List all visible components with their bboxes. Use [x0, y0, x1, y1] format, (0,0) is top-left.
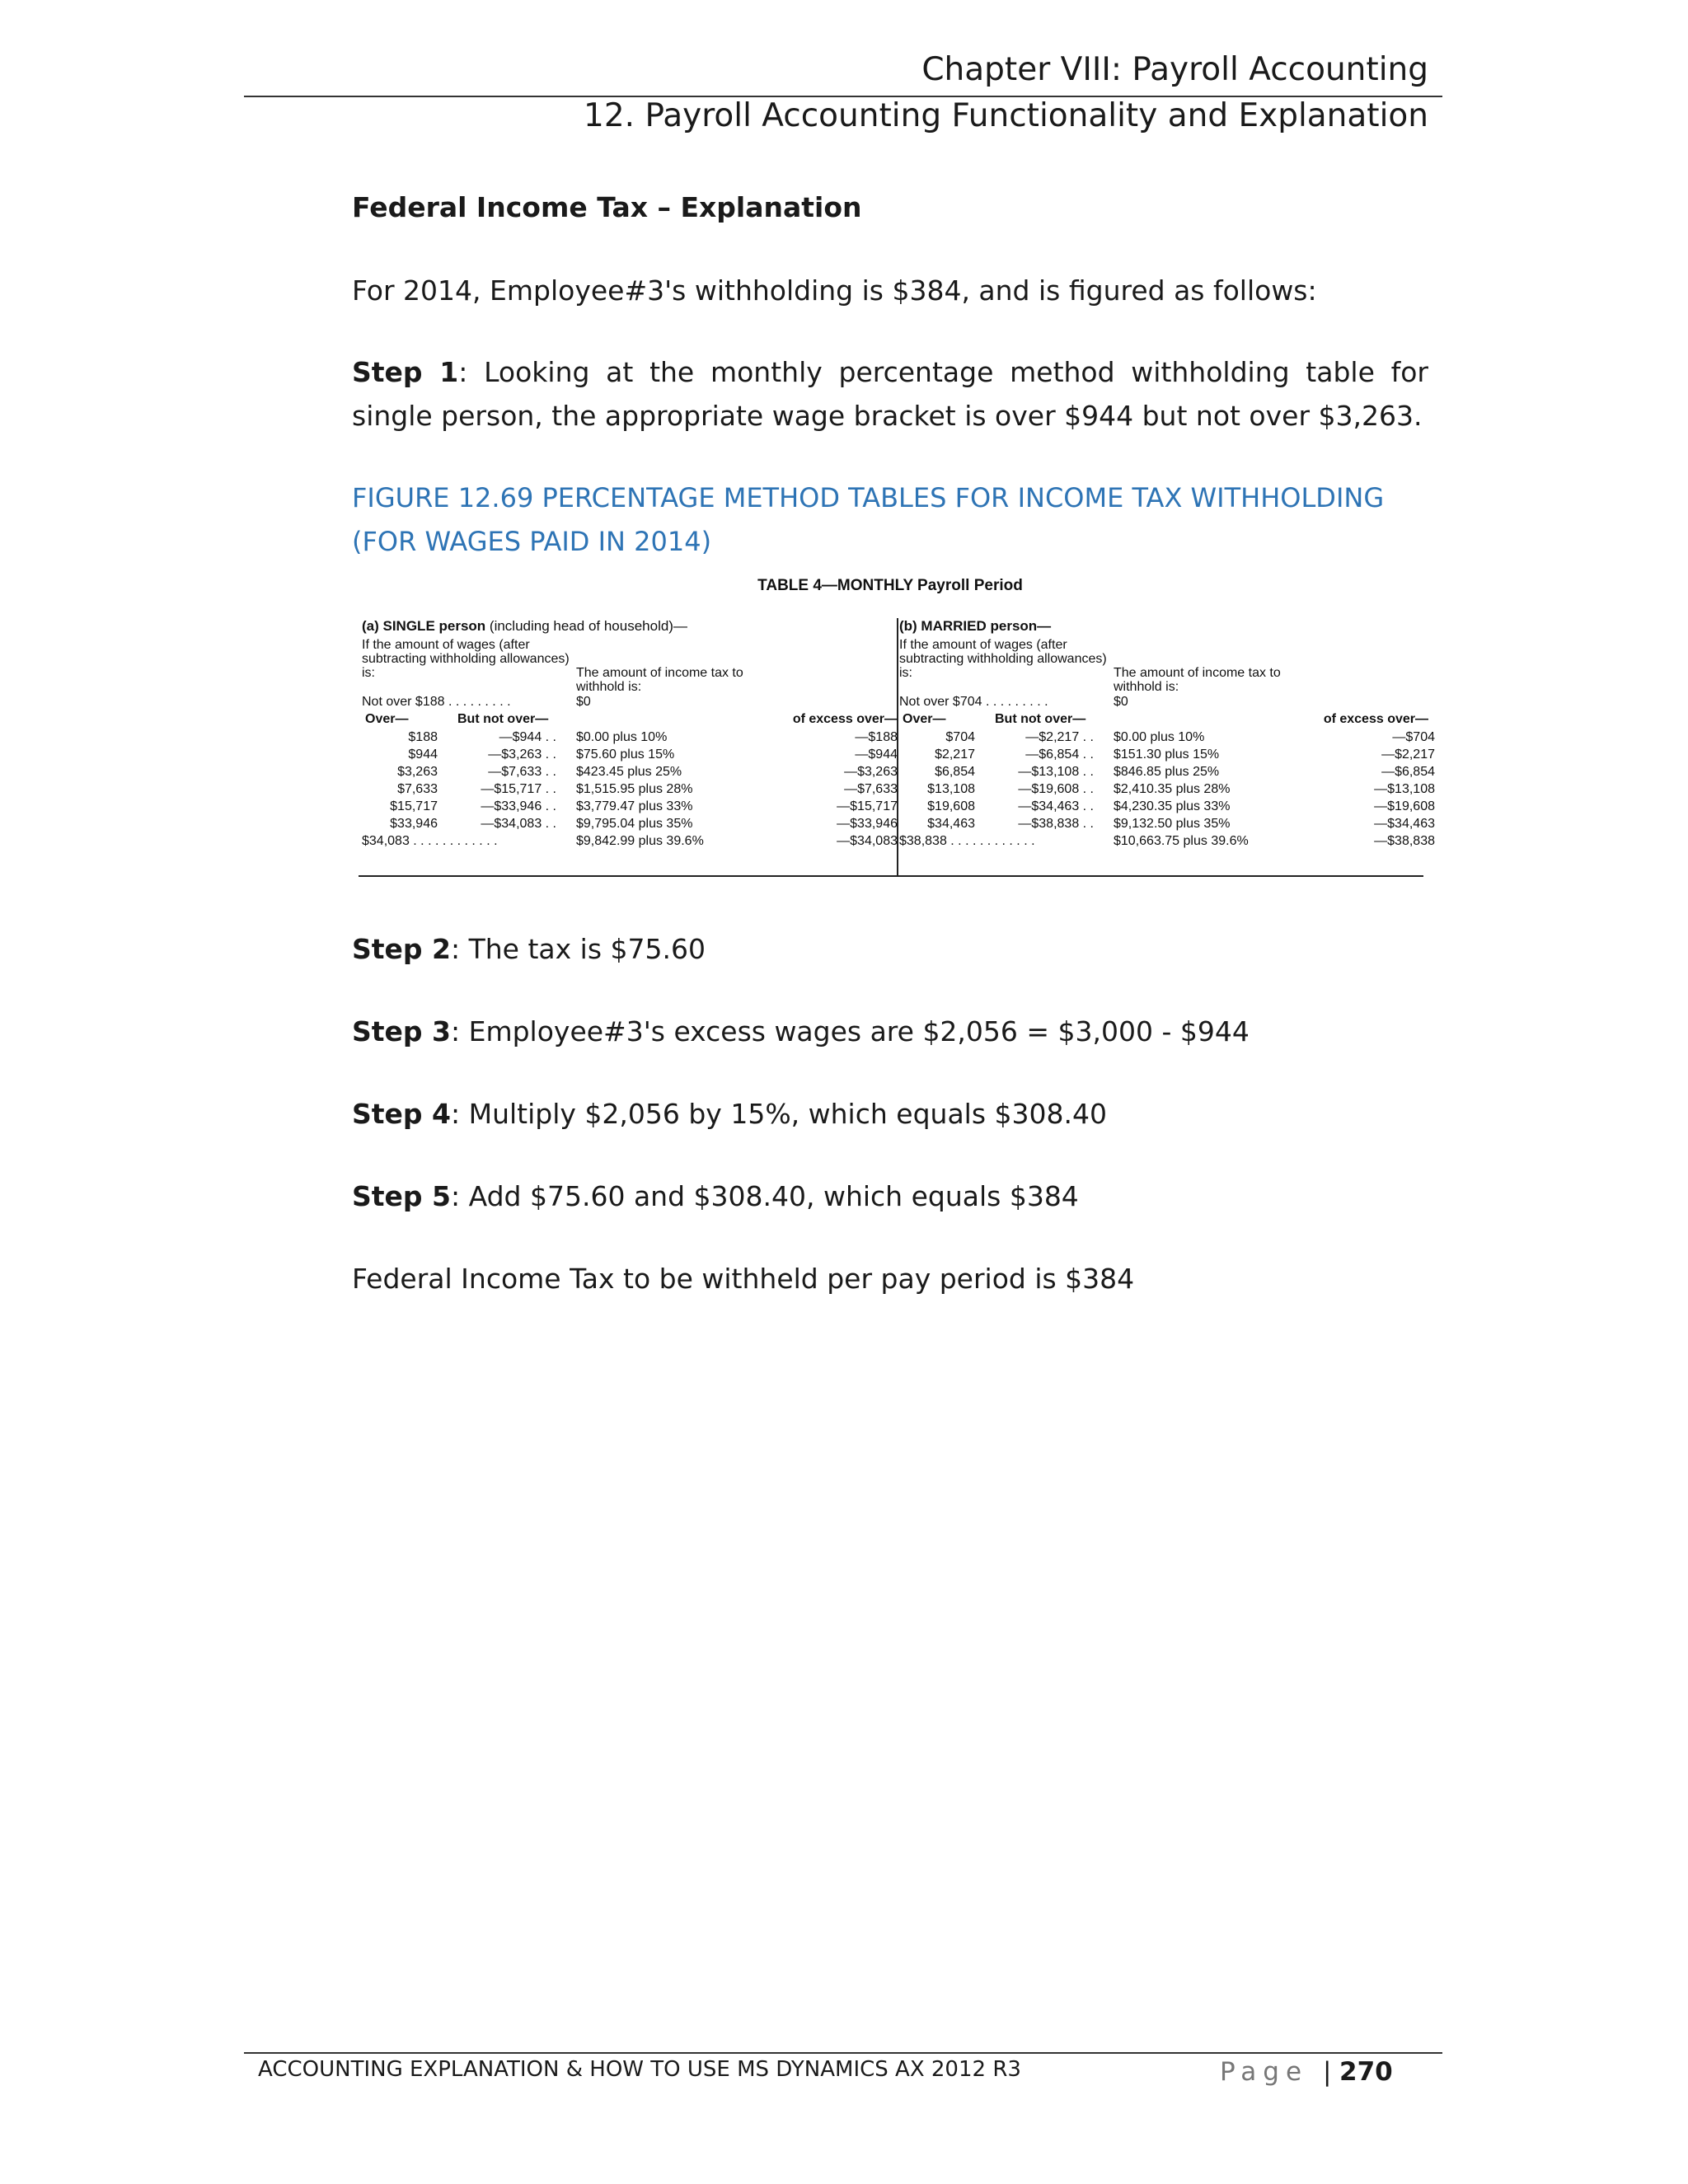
- bracket-over-cell: $19,608: [927, 799, 975, 813]
- single-amount-header: The amount of income tax to withhold is:: [576, 666, 743, 694]
- excess-over-cell: —$34,463: [1374, 817, 1435, 831]
- footer-separator: |: [1323, 2057, 1332, 2087]
- single-col-but-not-over: But not over—: [457, 712, 549, 726]
- step-1-text: : Looking at the monthly percentage method withholding table for single person, the appropriate wage bracket is over $944 but not over $3,263.: [352, 356, 1428, 432]
- married-col-over: Over—: [903, 712, 946, 726]
- excess-over-cell: —$188: [855, 730, 898, 744]
- table-row: [899, 782, 1435, 799]
- bracket-over-cell: $2,217: [935, 748, 975, 762]
- chapter-title: Chapter VIII: Payroll Accounting: [921, 51, 1428, 88]
- table-row: [362, 817, 898, 834]
- table-bottom-rule: [359, 875, 1423, 877]
- step-4-text: : Multiply $2,056 by 15%, which equals $308.40: [451, 1098, 1107, 1130]
- bracket-limit-cell: —$6,854 . .: [1025, 748, 1094, 762]
- bracket-limit-cell: —$13,108 . .: [1018, 765, 1094, 779]
- step-2-paragraph: [352, 927, 1428, 971]
- section-title: 12. Payroll Accounting Functionality and Explanation: [584, 97, 1428, 134]
- step-4-label: Step 4: [352, 1098, 451, 1130]
- bracket-over-cell: $34,083 . . . . . . . . . . . .: [362, 834, 498, 848]
- step-1-paragraph: [352, 350, 1428, 438]
- tax-amount-cell: $4,230.35 plus 33%: [1114, 799, 1231, 813]
- bracket-limit-cell: —$38,838 . .: [1018, 817, 1094, 831]
- tax-amount-cell: $151.30 plus 15%: [1114, 748, 1220, 762]
- table-row: [362, 765, 898, 782]
- bracket-limit-cell: —$944 . .: [499, 730, 556, 744]
- tax-amount-cell: $1,515.95 plus 28%: [576, 782, 693, 796]
- bracket-limit-cell: —$2,217 . .: [1025, 730, 1094, 744]
- tax-amount-cell: $9,132.50 plus 35%: [1114, 817, 1231, 831]
- intro-paragraph: For 2014, Employee#3's withholding is $384, and is figured as follows:: [352, 274, 1317, 307]
- bracket-limit-cell: —$19,608 . .: [1018, 782, 1094, 796]
- bracket-limit-cell: —$34,463 . .: [1018, 799, 1094, 813]
- married-person-table: [899, 618, 1435, 874]
- excess-over-cell: —$944: [855, 748, 898, 762]
- bracket-limit-cell: —$34,083 . .: [481, 817, 556, 831]
- tax-table-title: TABLE 4—MONTHLY Payroll Period: [757, 577, 1023, 594]
- bracket-limit-cell: —$33,946 . .: [481, 799, 556, 813]
- table-row: [899, 834, 1435, 851]
- single-col-excess: of excess over—: [792, 712, 898, 726]
- single-not-over-amount: $0: [576, 695, 591, 709]
- single-person-table: [362, 618, 898, 874]
- table-row: [362, 799, 898, 817]
- excess-over-cell: —$19,608: [1374, 799, 1435, 813]
- married-not-over: Not over $704 . . . . . . . . .: [899, 695, 1048, 709]
- single-not-over: Not over $188 . . . . . . . . .: [362, 695, 511, 709]
- step-4-paragraph: [352, 1092, 1428, 1136]
- tax-amount-cell: $0.00 plus 10%: [576, 730, 668, 744]
- step-2-label: Step 2: [352, 933, 451, 965]
- married-amount-header: The amount of income tax to withhold is:: [1114, 666, 1281, 694]
- bracket-over-cell: $33,946: [390, 817, 438, 831]
- excess-over-cell: —$15,717: [837, 799, 898, 813]
- step-5-text: : Add $75.60 and $308.40, which equals $384: [451, 1180, 1079, 1212]
- married-col-excess: of excess over—: [1323, 712, 1428, 726]
- table-row: [899, 765, 1435, 782]
- married-col-but-not-over: But not over—: [995, 712, 1086, 726]
- step-3-text: : Employee#3's excess wages are $2,056 = $3,000 - $944: [451, 1015, 1250, 1047]
- excess-over-cell: —$7,633: [844, 782, 898, 796]
- step-1-label: Step 1: [352, 356, 459, 388]
- table-row: [362, 782, 898, 799]
- tax-amount-cell: $10,663.75 plus 39.6%: [1114, 834, 1249, 848]
- bracket-over-cell: $6,854: [935, 765, 975, 779]
- page-number: 270: [1339, 2057, 1393, 2087]
- table-row: [362, 834, 898, 851]
- excess-over-cell: —$34,083: [837, 834, 898, 848]
- bracket-over-cell: $704: [945, 730, 975, 744]
- footer-page-label: Page: [1220, 2057, 1309, 2087]
- page-heading: Federal Income Tax – Explanation: [352, 191, 862, 223]
- tax-amount-cell: $2,410.35 plus 28%: [1114, 782, 1231, 796]
- step-2-text: : The tax is $75.60: [451, 933, 706, 965]
- married-not-over-amount: $0: [1114, 695, 1128, 709]
- footer-rule: [244, 2052, 1442, 2054]
- tax-amount-cell: $9,795.04 plus 35%: [576, 817, 693, 831]
- excess-over-cell: —$6,854: [1381, 765, 1435, 779]
- bracket-over-cell: $188: [408, 730, 438, 744]
- excess-over-cell: —$704: [1392, 730, 1435, 744]
- single-wage-header: If the amount of wages (after subtracting withholding allowances) is:: [362, 638, 570, 680]
- table-row: [362, 730, 898, 748]
- tax-amount-cell: $0.00 plus 10%: [1114, 730, 1205, 744]
- step-3-label: Step 3: [352, 1015, 451, 1047]
- tax-amount-cell: $423.45 plus 25%: [576, 765, 682, 779]
- step-5-paragraph: [352, 1174, 1428, 1218]
- tax-amount-cell: $846.85 plus 25%: [1114, 765, 1220, 779]
- figure-caption: FIGURE 12.69 PERCENTAGE METHOD TABLES FOR INCOME TAX WITHHOLDING (FOR WAGES PAID IN 2014): [352, 482, 1385, 557]
- table-row: [899, 730, 1435, 748]
- table-row: [899, 748, 1435, 765]
- bracket-over-cell: $7,633: [397, 782, 438, 796]
- married-table-title: (b) MARRIED person—: [899, 618, 1052, 634]
- table-row: [899, 799, 1435, 817]
- step-3-paragraph: [352, 1010, 1428, 1053]
- tax-amount-cell: $9,842.99 plus 39.6%: [576, 834, 704, 848]
- excess-over-cell: —$33,946: [837, 817, 898, 831]
- bracket-over-cell: $38,838 . . . . . . . . . . . .: [899, 834, 1035, 848]
- table-row: [899, 817, 1435, 834]
- bracket-limit-cell: —$3,263 . .: [488, 748, 556, 762]
- excess-over-cell: —$38,838: [1374, 834, 1435, 848]
- bracket-limit-cell: —$7,633 . .: [488, 765, 556, 779]
- bracket-over-cell: $13,108: [927, 782, 975, 796]
- conclusion-paragraph: Federal Income Tax to be withheld per pay period is $384: [352, 1263, 1135, 1295]
- excess-over-cell: —$13,108: [1374, 782, 1435, 796]
- bracket-over-cell: $34,463: [927, 817, 975, 831]
- bracket-over-cell: $3,263: [397, 765, 438, 779]
- bracket-over-cell: $944: [408, 748, 438, 762]
- single-table-title: (a) SINGLE person (including head of household)—: [362, 618, 687, 634]
- married-wage-header: If the amount of wages (after subtracting withholding allowances) is:: [899, 638, 1107, 680]
- footer-book-title: ACCOUNTING EXPLANATION & HOW TO USE MS DYNAMICS AX 2012 R3: [258, 2057, 1021, 2082]
- single-col-over: Over—: [365, 712, 409, 726]
- step-5-label: Step 5: [352, 1180, 451, 1212]
- bracket-limit-cell: —$15,717 . .: [481, 782, 556, 796]
- tax-amount-cell: $75.60 plus 15%: [576, 748, 675, 762]
- bracket-over-cell: $15,717: [390, 799, 438, 813]
- table-row: [362, 748, 898, 765]
- excess-over-cell: —$3,263: [844, 765, 898, 779]
- tax-table-figure: [352, 575, 1435, 882]
- tax-amount-cell: $3,779.47 plus 33%: [576, 799, 693, 813]
- excess-over-cell: —$2,217: [1381, 748, 1435, 762]
